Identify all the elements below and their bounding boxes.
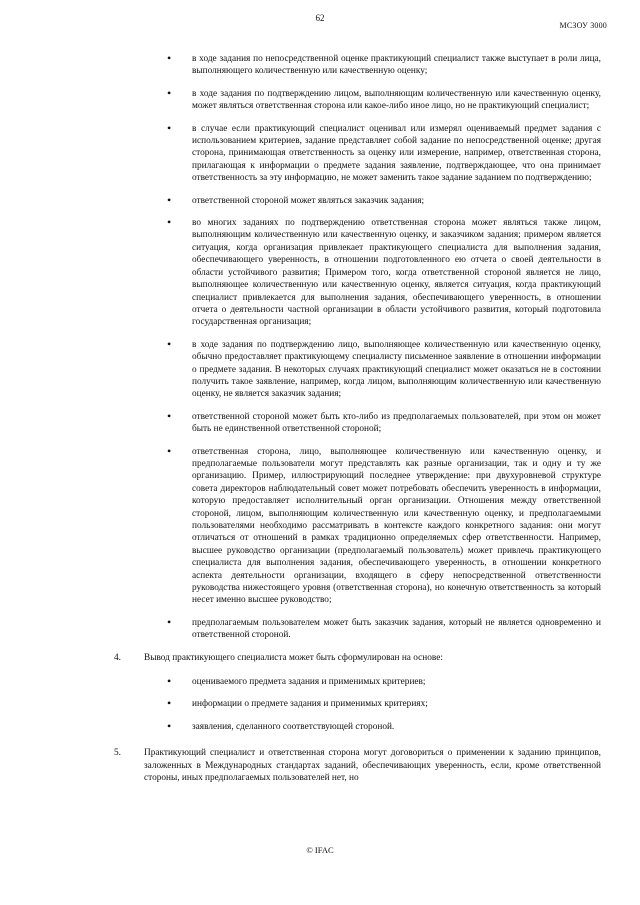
list-item bbox=[167, 674, 601, 689]
list-item-text: в ходе задания по непосредственной оценке практикующий специалист также выступает в роли лица, выполняющего количественную или качественную оценку; bbox=[192, 54, 601, 77]
bullet-icon: • bbox=[167, 215, 172, 230]
list-item-text: ответственной стороной может быть кто-либо из предполагаемых пользователей, при этом он может быть не единственной ответственной стороной; bbox=[192, 411, 601, 435]
paragraph-number: 4. bbox=[114, 652, 121, 663]
numbered-paragraph-4 bbox=[114, 652, 601, 664]
list-item bbox=[167, 614, 601, 642]
list-item bbox=[167, 336, 601, 401]
list-item-text: ответственной стороной может являться заказчик задания; bbox=[192, 195, 425, 206]
list-item-text: информации о предмете задания и применимых критериях; bbox=[192, 699, 428, 710]
list-item-text: оцениваемого предмета задания и применимых критериев; bbox=[192, 677, 426, 688]
bullet-icon: • bbox=[167, 443, 172, 458]
list-item-text: заявления, сделанного соответствующей стороной. bbox=[192, 721, 395, 732]
bullet-icon: • bbox=[167, 408, 172, 423]
list-item-text: предполагаемым пользователем может быть заказчик задания, который не является одновременно и ответственной стороной. bbox=[192, 617, 601, 641]
paragraph-number: 5. bbox=[114, 748, 121, 759]
bullet-icon: • bbox=[167, 336, 172, 351]
list-item-text: в ходе задания по подтверждению лицо, выполняющее количественную или качественную оценку, обычно предоставляет практикующему специалисту письменное заявление в отношении информации о предмете задания. В некоторых случаях практикующий специалист может оказаться не в состоянии получить такое заявление, например, когда лицом, выполняющим количественную или качественную оценку, не является заказчик задания; bbox=[192, 339, 601, 400]
list-item bbox=[167, 443, 601, 607]
list-item bbox=[167, 51, 601, 78]
list-item bbox=[167, 192, 601, 207]
bullet-icon: • bbox=[167, 85, 172, 100]
paragraph-text: Практикующий специалист и ответственная сторона могут договориться о применении к заданию принципов, заложенных в Международных стандартах заданий, обеспечивающих уверенность, если, кроме ответственной стороны, иных предполагаемых пользователей нет, но bbox=[144, 748, 601, 784]
list-item-text: во многих заданиях по подтверждению ответственная сторона может являться также лицом, выполняющим количественную или качественную оценку, и заказчиком задания; примером является ситуация, когда организация привлекает практикующего специалиста для выполнения задания, обеспечивающего уверенность, в отношении подготовленного ею отчета о своей деятельности в области устойчивого развития; Примером того, когда ответственной стороной является не лицо, выполняющее количественную или качественную оценку, является ситуация, когда практикующий специалист привлекается для выполнения задания, обеспечивающего уверенность, в отношении отчета о деятельности частной организации в области устойчивого развития, который подготовила государственная организация; bbox=[192, 218, 601, 328]
footer-copyright: © IFAC bbox=[306, 845, 334, 855]
list-item bbox=[167, 696, 601, 711]
list-item bbox=[167, 120, 601, 185]
list-item bbox=[167, 85, 601, 113]
bullet-icon: • bbox=[167, 120, 172, 135]
bullet-icon: • bbox=[167, 192, 172, 207]
bullet-icon: • bbox=[167, 614, 172, 629]
list-item bbox=[167, 215, 601, 329]
document-body bbox=[114, 53, 601, 797]
bullet-icon: • bbox=[167, 51, 172, 65]
document-code: МСЗОУ 3000 bbox=[559, 21, 607, 30]
list-item bbox=[167, 408, 601, 436]
numbered-paragraph-5 bbox=[114, 747, 601, 784]
list-item-text: в ходе задания по подтверждению лицом, выполняющим количественную или качественную оценку, может являться ответственная сторона или какое-либо иное лицо, но не практикующий специалист; bbox=[192, 88, 601, 112]
bullet-icon: • bbox=[167, 718, 172, 733]
list-item bbox=[167, 718, 601, 733]
page-number: 62 bbox=[315, 13, 325, 23]
paragraph-text: Вывод практикующего специалиста может быть сформулирован на основе: bbox=[144, 652, 443, 663]
bullet-icon: • bbox=[167, 696, 172, 711]
list-item-text: в случае если практикующий специалист оценивал или измерял оцениваемый предмет задания с использованием критериев, задание представляет собой задание по непосредственной оценке; другая сторона, принимающая ответственность за оценку или измерение, например, ответственная сторона, прилагающая к информации о предмете задания заявление, подтверждающее, что она принимает ответственность за эту информацию, не может заменить такое задание заданием по подтверждению; bbox=[192, 123, 601, 184]
bullet-icon: • bbox=[167, 674, 172, 689]
list-item-text: ответственная сторона, лицо, выполняющее количественную или качественную оценку, и предполагаемые пользователи могут представлять как разные организации, так и одну и ту же организацию. Пример, иллюстрирующий последнее утверждение: при двухуровневой структуре совета директоров наблюдательный совет может потребовать обеспечить уверенность в информации, которую предоставляет исполнительный орган организации. Отношения между ответственной стороной, лицом, выполняющим количественную или качественную оценку, и предполагаемыми пользователями необходимо рассматривать в контексте каждого конкретного задания: они могут отличаться от отношений в рамках традиционно определяемых сфер ответственности. Например, высшее руководство организации (предполагаемый пользователь) может привлечь практикующего специалиста для выполнения задания, обеспечивающего уверенность, в отношении конкретного аспекта деятельности организации, входящего в сферу непосредственной ответственности руководства нижестоящего уровня (ответственная сторона), но конечную ответственность за который несет именно высшее руководство; bbox=[192, 446, 601, 606]
